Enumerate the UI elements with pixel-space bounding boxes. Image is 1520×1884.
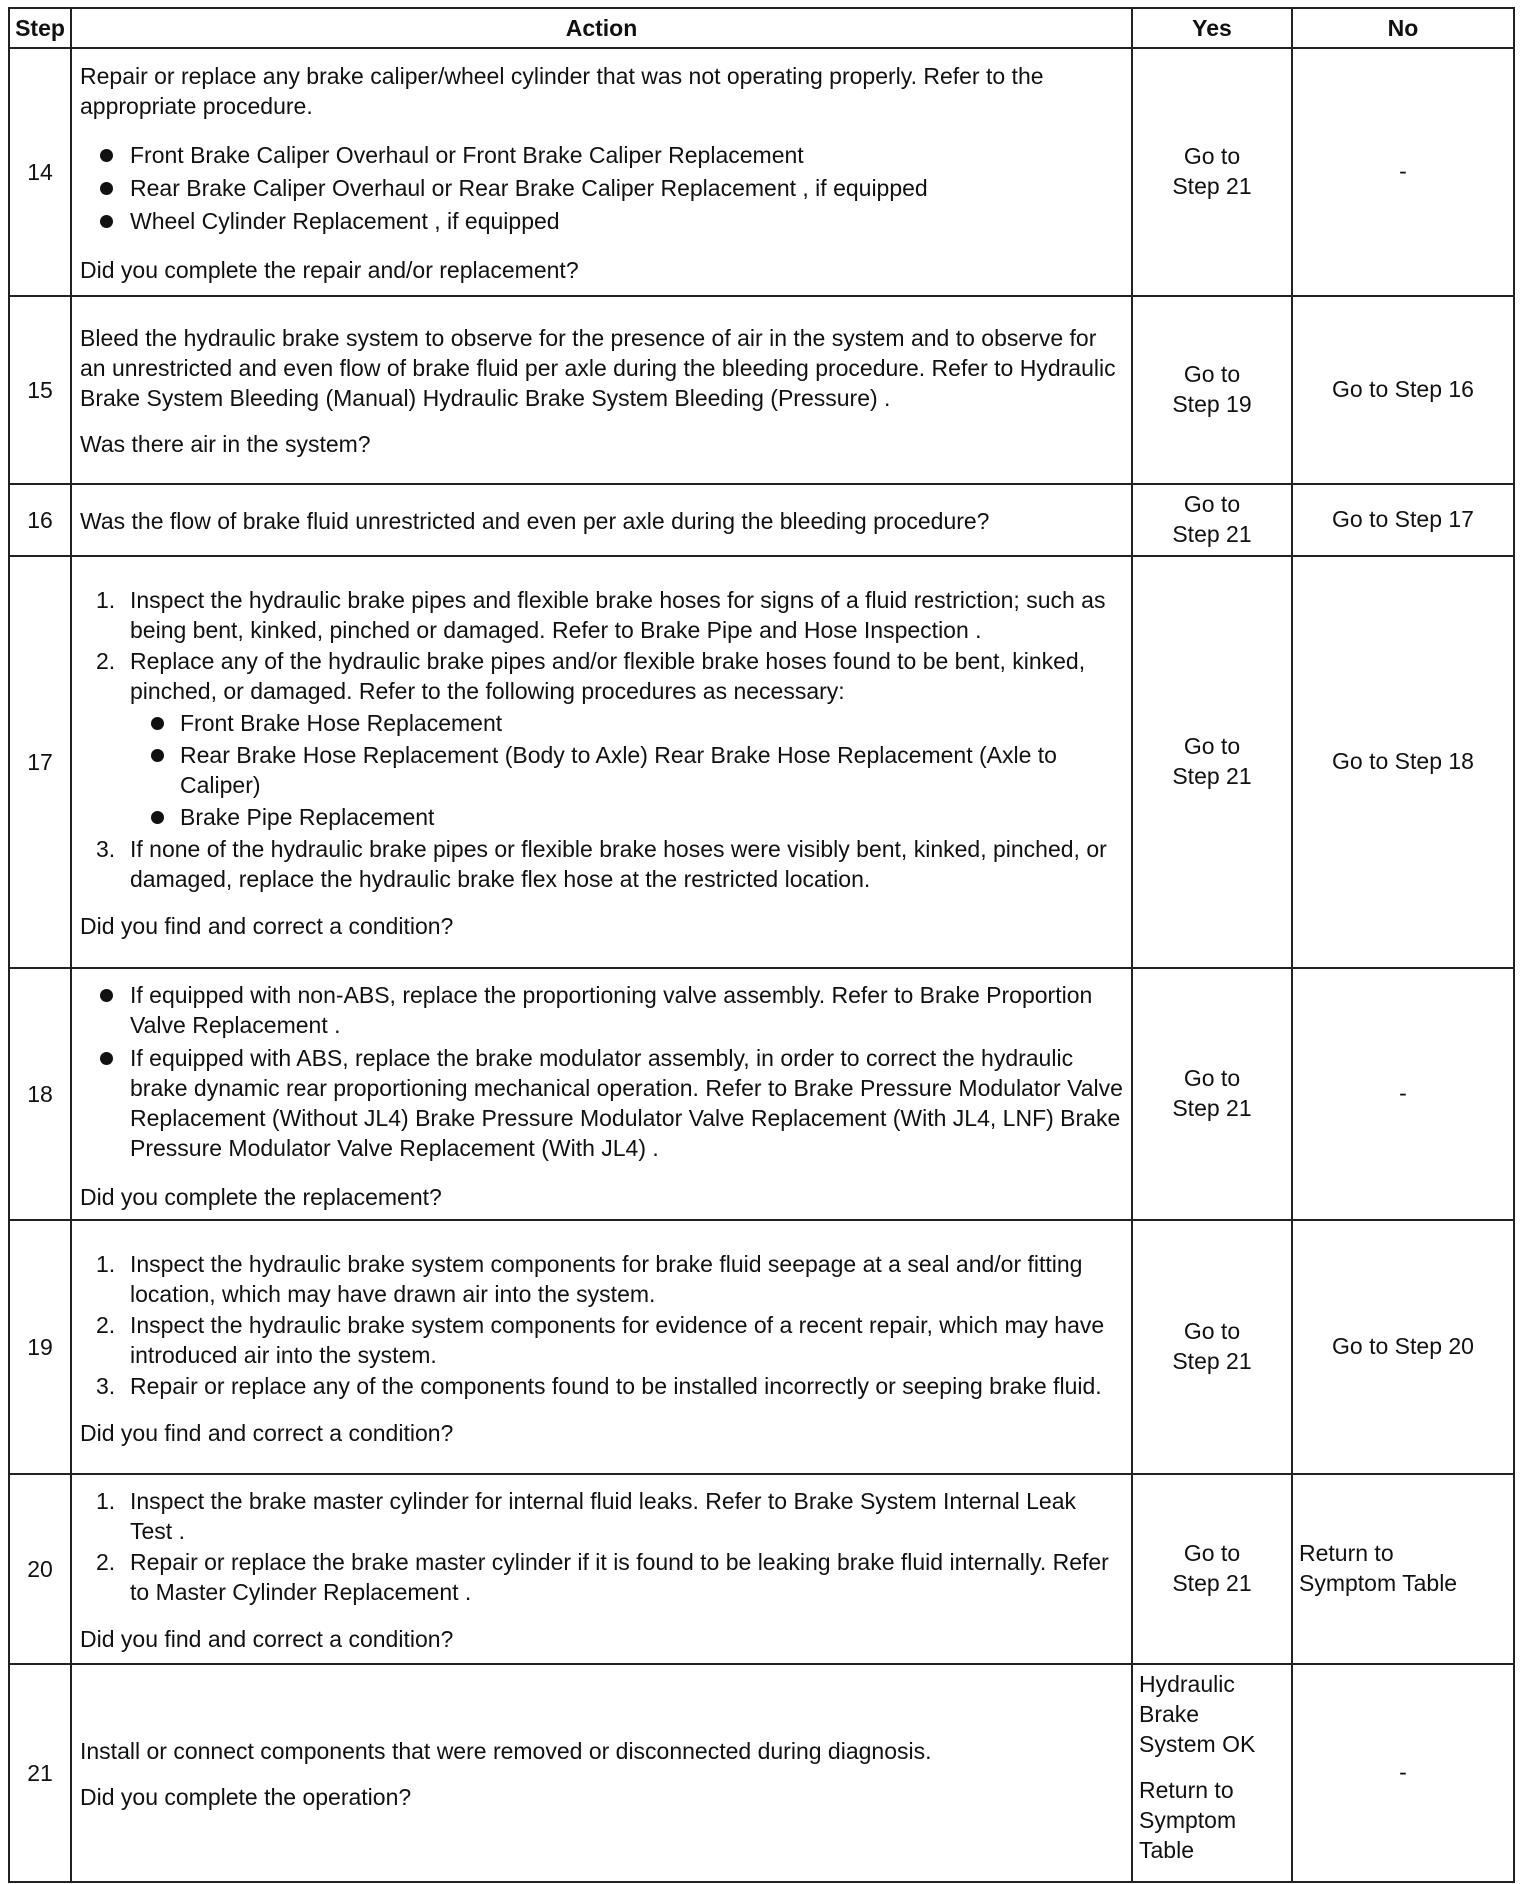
no-cell: Go to Step 18 <box>1292 556 1514 968</box>
action-text: Install or connect components that were removed or disconnected during diagnosis. <box>80 1737 932 1764</box>
table-row-step-18 <box>9 968 1514 1220</box>
yes-line: Step 21 <box>1172 1347 1252 1374</box>
item-text: If none of the hydraulic brake pipes or flexible brake hoses were visibly bent, kinked, pinched, or damaged, replace the hydraulic brake flex hose at the restricted location. <box>130 836 1107 892</box>
numbered-item <box>80 1249 1123 1309</box>
yes-line: Go to <box>1183 732 1241 759</box>
action-cell <box>71 1220 1132 1474</box>
action-text: Bleed the hydraulic brake system to observe for the presence of air in the system and to observe for an unrestricted and even flow of brake fluid per axle during the bleeding procedure. Refer to Hydraulic Brake System Bleeding (Manual) Hydraulic Brake System Bleeding (Pressure) . <box>80 324 1116 411</box>
yes-cell <box>1132 1474 1292 1664</box>
yes-cell <box>1132 968 1292 1220</box>
step-number: 17 <box>9 556 71 968</box>
yes-line: Return to <box>1139 1777 1234 1803</box>
yes-line: Step 21 <box>1172 520 1252 547</box>
numbered-item <box>80 1371 1123 1401</box>
numbered-item <box>80 834 1123 894</box>
no-cell: Go to Step 20 <box>1292 1220 1514 1474</box>
item-number: 2. <box>96 648 116 674</box>
bullet-item: Rear Brake Caliper Overhaul or Rear Brake Caliper Replacement , if equipped <box>80 173 1123 203</box>
no-cell <box>1292 1474 1514 1664</box>
diagnostic-document <box>8 7 1515 1883</box>
no-cell: Go to Step 16 <box>1292 296 1514 484</box>
table-row-step-17 <box>9 556 1514 968</box>
action-cell <box>71 1474 1132 1664</box>
bullet-item: Wheel Cylinder Replacement , if equipped <box>80 206 1123 236</box>
no-cell: - <box>1292 968 1514 1220</box>
yes-header: Yes <box>1132 8 1292 48</box>
action-cell <box>71 484 1132 556</box>
item-number: 3. <box>96 836 116 862</box>
step-number: 19 <box>9 1220 71 1474</box>
question-text: Did you complete the replacement? <box>80 1184 442 1210</box>
action-text: Repair or replace any brake caliper/wheel cylinder that was not operating properly. Refer to the appropriate procedure. <box>80 62 1044 119</box>
item-number: 1. <box>96 587 116 613</box>
yes-line: Go to <box>1183 360 1241 387</box>
action-header: Action <box>71 8 1132 48</box>
yes-line: Hydraulic <box>1139 1671 1235 1697</box>
numbered-item <box>80 646 1123 706</box>
yes-line: Go to <box>1183 1539 1241 1566</box>
sub-bullet-item: Rear Brake Hose Replacement (Body to Axle) Rear Brake Hose Replacement (Axle to Caliper) <box>80 740 1123 800</box>
yes-cell <box>1132 1220 1292 1474</box>
step-number: 16 <box>9 484 71 556</box>
no-line: Return to <box>1299 1539 1394 1566</box>
item-text: Repair or replace the brake master cylinder if it is found to be leaking brake fluid internally. Refer to Master Cylinder Replacement . <box>130 1549 1109 1605</box>
yes-line: Step 21 <box>1172 1569 1252 1596</box>
question-text: Did you find and correct a condition? <box>80 913 454 939</box>
question-text: Was there air in the system? <box>80 430 371 457</box>
numbered-item <box>80 1310 1123 1370</box>
no-line: Symptom Table <box>1299 1569 1458 1596</box>
yes-line: Go to <box>1183 142 1241 169</box>
question-text: Did you find and correct a condition? <box>80 1626 454 1652</box>
item-text: Repair or replace any of the components found to be installed incorrectly or seeping brake fluid. <box>130 1372 1102 1399</box>
yes-line: Symptom <box>1139 1807 1237 1833</box>
table-row-step-21 <box>9 1664 1514 1882</box>
numbered-item <box>80 1486 1123 1546</box>
yes-line: Go to <box>1183 1317 1241 1344</box>
item-number: 1. <box>96 1488 116 1514</box>
step-number: 15 <box>9 296 71 484</box>
step-number: 18 <box>9 968 71 1220</box>
item-text: Replace any of the hydraulic brake pipes and/or flexible brake hoses found to be bent, kinked, pinched, or damaged. Refer to the following procedures as necessary: <box>130 648 1086 704</box>
yes-line: Step 21 <box>1172 172 1252 199</box>
question-text: Did you complete the repair and/or replacement? <box>80 256 579 283</box>
numbered-item <box>80 1547 1123 1607</box>
yes-line: Table <box>1139 1837 1194 1863</box>
numbered-item <box>80 585 1123 645</box>
sub-bullet-item: Front Brake Hose Replacement <box>80 708 1123 738</box>
item-number: 2. <box>96 1549 116 1575</box>
question-text: Did you find and correct a condition? <box>80 1419 454 1446</box>
bullet-item: Front Brake Caliper Overhaul or Front Brake Caliper Replacement <box>80 140 1123 170</box>
bullet-item: If equipped with ABS, replace the brake modulator assembly, in order to correct the hydraulic brake dynamic rear proportioning mechanical operation. Refer to Brake Pressure Modulator Valve Replacement (Without JL4) Brake Pressure Modulator Valve Replacement (With JL4, LNF) Brake Pressure Modulator Valve Replacement (With JL4) . <box>80 1043 1123 1163</box>
no-cell: - <box>1292 48 1514 296</box>
table-row-step-19 <box>9 1220 1514 1474</box>
action-cell <box>71 296 1132 484</box>
table-row-step-16 <box>9 484 1514 556</box>
header-row <box>9 8 1514 48</box>
table-row-step-14 <box>9 48 1514 296</box>
yes-cell <box>1132 296 1292 484</box>
action-cell <box>71 48 1132 296</box>
yes-line: Step 21 <box>1172 762 1252 789</box>
step-number: 21 <box>9 1664 71 1882</box>
bullet-item: If equipped with non-ABS, replace the proportioning valve assembly. Refer to Brake Proportion Valve Replacement . <box>80 980 1123 1040</box>
question-text: Was the flow of brake fluid unrestricted and even per axle during the bleeding procedure? <box>80 507 990 534</box>
item-text: Inspect the hydraulic brake system components for brake fluid seepage at a seal and/or fitting location, which may have drawn air into the system. <box>130 1250 1083 1307</box>
yes-line: Brake <box>1139 1701 1200 1727</box>
table-row-step-15 <box>9 296 1514 484</box>
action-cell <box>71 1664 1132 1882</box>
question-text: Did you complete the operation? <box>80 1783 412 1810</box>
item-text: Inspect the hydraulic brake pipes and flexible brake hoses for signs of a fluid restriction; such as being bent, kinked, pinched or damaged. Refer to Brake Pipe and Hose Inspection . <box>130 587 1106 643</box>
item-text: Inspect the brake master cylinder for internal fluid leaks. Refer to Brake System Internal Leak Test . <box>130 1488 1076 1544</box>
step-number: 20 <box>9 1474 71 1664</box>
yes-line: Step 21 <box>1172 1094 1252 1121</box>
yes-cell <box>1132 556 1292 968</box>
yes-cell <box>1132 48 1292 296</box>
diagnostic-table <box>8 7 1515 1883</box>
item-text: Inspect the hydraulic brake system components for evidence of a recent repair, which may have introduced air into the system. <box>130 1311 1105 1368</box>
step-number: 14 <box>9 48 71 296</box>
yes-line: Go to <box>1183 490 1241 517</box>
yes-cell <box>1132 484 1292 556</box>
table-row-step-20 <box>9 1474 1514 1664</box>
yes-line: System OK <box>1139 1731 1256 1757</box>
action-cell <box>71 556 1132 968</box>
sub-bullet-item: Brake Pipe Replacement <box>80 802 1123 832</box>
yes-line: Step 19 <box>1172 390 1252 417</box>
yes-cell <box>1132 1664 1292 1882</box>
no-header: No <box>1292 8 1514 48</box>
step-header: Step <box>9 8 71 48</box>
item-number: 1. <box>96 1250 116 1277</box>
item-number: 2. <box>96 1311 116 1338</box>
no-cell: - <box>1292 1664 1514 1882</box>
action-cell <box>71 968 1132 1220</box>
item-number: 3. <box>96 1372 116 1399</box>
yes-line: Go to <box>1183 1064 1241 1091</box>
no-cell: Go to Step 17 <box>1292 484 1514 556</box>
